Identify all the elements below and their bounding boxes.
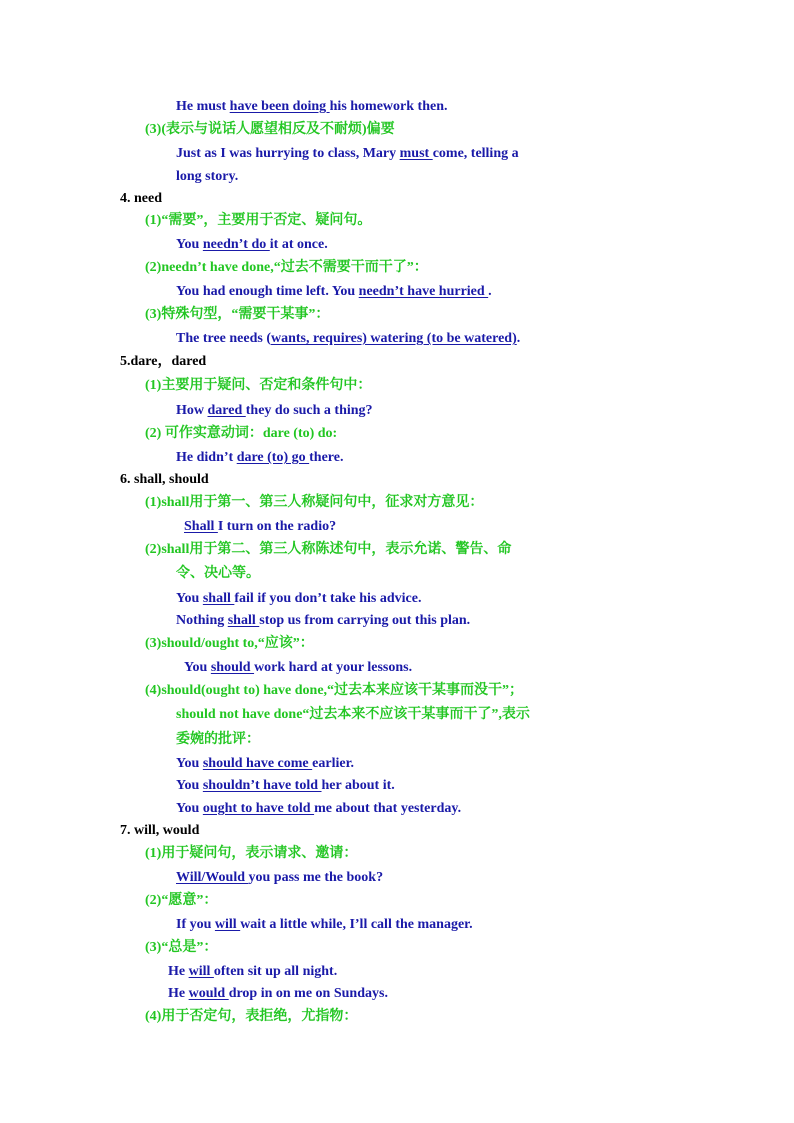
need-item-2-heading — [145, 259, 428, 277]
text-run: (3)特殊句型，“需要干某事”： — [145, 307, 330, 322]
need-item-1-heading — [145, 212, 371, 230]
example-tree-needs — [176, 330, 520, 348]
underlined-answer: must — [399, 146, 433, 161]
text-run: there. — [309, 450, 344, 465]
example-he-would-drop-in — [168, 985, 388, 1003]
text-run: You — [176, 756, 203, 771]
underlined-answer: shouldn’t have told — [202, 778, 322, 793]
underlined-answer: have been doing — [229, 99, 330, 114]
text-run: He must — [176, 99, 230, 114]
text-run: 5.dare，dared — [120, 354, 207, 369]
need-item-3-heading — [145, 306, 329, 324]
must-item-3-heading — [145, 121, 395, 139]
underlined-answer: would — [188, 986, 229, 1001]
text-run: You — [176, 237, 203, 252]
text-run: How — [176, 403, 208, 418]
text-run: (2)needn’t have done,“过去不需要干而干了”： — [145, 260, 428, 275]
text-run: her about it. — [321, 778, 395, 793]
section-4-need — [120, 190, 162, 208]
example-must-have-been-doing — [176, 98, 448, 116]
text-run: 7. will, would — [120, 823, 200, 838]
underlined-answer: wants, requires) watering (to be watered) — [271, 331, 517, 346]
example-how-dared — [176, 402, 373, 420]
underlined-answer: shall — [227, 613, 260, 628]
example-will-would-pass — [176, 869, 383, 887]
text-run: should not have done“过去本来不应该干某事而干了”,表示 — [176, 707, 530, 722]
text-run: Nothing — [176, 613, 228, 628]
text-run: you pass me the book? — [248, 870, 384, 885]
text-run: earlier. — [312, 756, 355, 771]
text-run: often sit up all night. — [213, 964, 338, 979]
underlined-answer: will — [188, 964, 214, 979]
text-run: drop in on me on Sundays. — [228, 986, 388, 1001]
text-run: 4. need — [120, 191, 162, 206]
should-item-4-line-3 — [176, 731, 260, 749]
text-run: wait a little while, I’ll call the manager. — [240, 917, 473, 932]
section-5-dare — [120, 353, 206, 371]
text-run: You — [176, 778, 203, 793]
will-item-3-heading — [145, 939, 217, 957]
text-run: You had enough time left. You — [176, 284, 359, 299]
underlined-answer: needn’t have hurried — [358, 284, 489, 299]
will-item-1-heading — [145, 845, 357, 863]
example-ought-to-have-told — [176, 800, 461, 818]
text-run: (1)用于疑问句，表示请求、邀请： — [145, 846, 358, 861]
text-run: You — [176, 591, 203, 606]
underlined-answer: Shall — [184, 519, 218, 534]
text-run: (3)“总是”： — [145, 940, 218, 955]
text-run: (1)shall用于第一、第三人称疑问句中，征求对方意见： — [145, 495, 484, 510]
text-run: He — [168, 986, 189, 1001]
text-run: (3)should/ought to,“应该”： — [145, 636, 314, 651]
example-didnt-dare-go — [176, 449, 343, 467]
example-he-will-sit-up — [168, 963, 337, 981]
should-item-4-heading — [145, 682, 523, 700]
underlined-answer: shall — [202, 591, 235, 606]
text-run: (3)(表示与说话人愿望相反及不耐烦)偏要 — [145, 122, 395, 137]
text-run: (4)用于否定句，表拒绝，尤指物： — [145, 1009, 358, 1024]
underlined-answer: will — [214, 917, 241, 932]
text-run: If you — [176, 917, 215, 932]
dare-item-1-heading — [145, 377, 371, 395]
underlined-answer: ought to have told — [202, 801, 315, 816]
text-run: (2)shall用于第二、第三人称陈述句中，表示允诺、警告、命 — [145, 542, 512, 557]
text-run: 委婉的批评： — [176, 732, 260, 747]
text-run: stop us from carrying out this plan. — [259, 613, 471, 628]
will-item-2-heading — [145, 892, 217, 910]
should-item-4-line-2 — [176, 706, 530, 724]
text-run: (1)“需要”，主要用于否定、疑问句。 — [145, 213, 372, 228]
text-run: work hard at your lessons. — [254, 660, 413, 675]
example-mary-must-line-2 — [176, 168, 238, 186]
text-run: . — [516, 331, 521, 346]
section-6-shall-should — [120, 471, 209, 489]
should-item-3-heading — [145, 635, 314, 653]
underlined-answer: Will/Would — [176, 870, 249, 885]
text-run: You — [184, 660, 211, 675]
example-mary-must-line-1 — [176, 145, 519, 163]
underlined-answer: needn’t do — [202, 237, 270, 252]
text-run: . — [488, 284, 492, 299]
example-if-you-will-wait — [176, 916, 473, 934]
text-run: his homework then. — [329, 99, 448, 114]
example-you-should-work — [184, 659, 412, 677]
text-run: He — [168, 964, 189, 979]
dare-item-2-heading — [145, 425, 337, 443]
text-run: (1)主要用于疑问、否定和条件句中： — [145, 378, 372, 393]
example-should-have-come — [176, 755, 354, 773]
underlined-answer: should have come — [202, 756, 313, 771]
underlined-answer: should — [210, 660, 255, 675]
text-run: I turn on the radio? — [217, 519, 337, 534]
text-run: fail if you don’t take his advice. — [234, 591, 422, 606]
text-run: He didn’t — [176, 450, 237, 465]
text-run: Just as I was hurrying to class, Mary — [176, 146, 400, 161]
text-run: You — [176, 801, 203, 816]
shall-item-2-heading-line-1 — [145, 541, 511, 559]
example-shall-i-turn — [184, 518, 336, 536]
text-run: they do such a thing? — [245, 403, 373, 418]
text-run: long story. — [176, 169, 239, 184]
underlined-answer: dared — [207, 403, 246, 418]
text-run: The tree needs ( — [176, 331, 271, 346]
text-run: 6. shall, should — [120, 472, 209, 487]
text-run: (2) 可作实意动词：dare (to) do: — [145, 426, 338, 441]
text-run: come, telling a — [432, 146, 519, 161]
text-run: me about that yesterday. — [314, 801, 462, 816]
shall-item-2-heading-line-2 — [176, 565, 260, 583]
will-item-4-heading — [145, 1008, 357, 1026]
example-shouldnt-have-told — [176, 777, 395, 795]
example-nothing-shall-stop — [176, 612, 470, 630]
text-run: (4)should(ought to) have done,“过去本来应该干某事而没干”； — [145, 683, 524, 698]
example-neednt-do — [176, 236, 328, 254]
text-run: 令、决心等。 — [176, 566, 260, 581]
shall-item-1-heading — [145, 494, 483, 512]
text-run: it at once. — [269, 237, 328, 252]
example-you-shall-fail — [176, 590, 421, 608]
underlined-answer: dare (to) go — [236, 450, 310, 465]
example-neednt-have-hurried — [176, 283, 492, 301]
section-7-will-would — [120, 822, 199, 840]
text-run: (2)“愿意”： — [145, 893, 218, 908]
